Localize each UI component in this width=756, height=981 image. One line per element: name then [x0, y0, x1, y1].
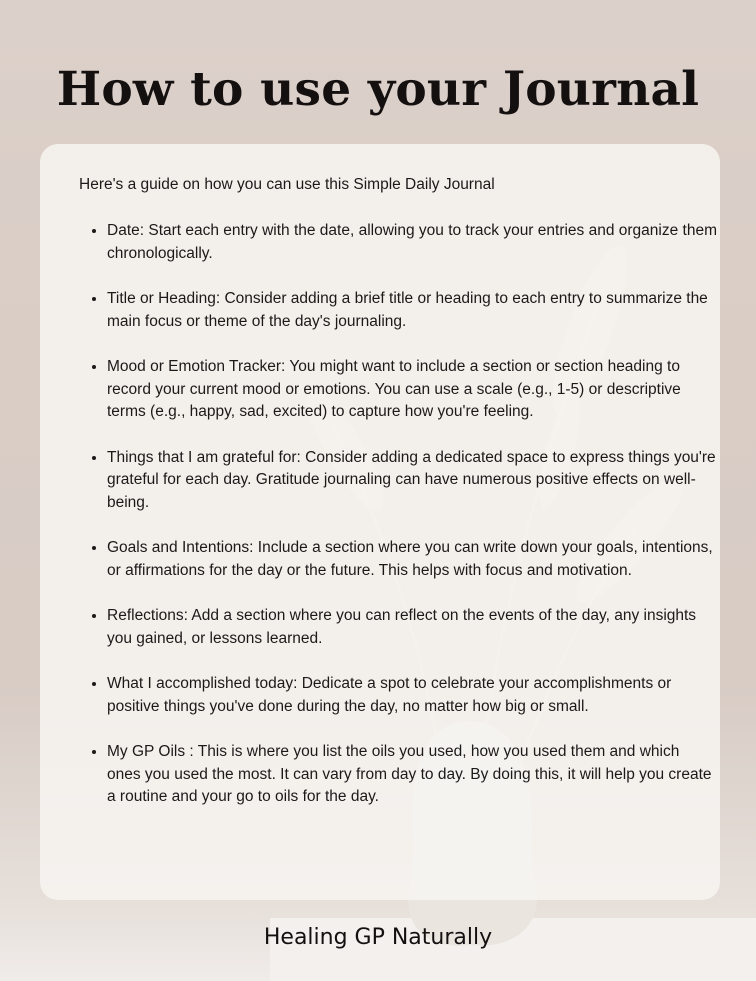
list-item-accomplished: • What I accomplished today: Dedicate a spot to celebrate your accomplishments or positive things you've done during the day, no matter how big or small.: [107, 672, 717, 718]
list-item-gp-oils: • My GP Oils : This is where you list the oils you used, how you used them and which ones you used the most. It can vary from day to day. By doing this, it will help you create a routine and your go to oils for the day.: [107, 740, 717, 809]
list-item-mood-tracker: • Mood or Emotion Tracker: You might want to include a section or section heading to record your current mood or emotions. You can use a scale (e.g., 1-5) or descriptive terms (e.g., happy, sad, excited) to capture how you're feeling.: [107, 355, 717, 424]
list-item-goals: • Goals and Intentions: Include a section where you can write down your goals, intentions, or affirmations for the day or the future. This helps with focus and motivation.: [107, 536, 717, 582]
page-title: How to use your Journal: [56, 62, 700, 117]
list-item-grateful: • Things that I am grateful for: Consider adding a dedicated space to express things you're grateful for each day. Gratitude journaling can have numerous positive effects on well-being.: [107, 446, 717, 515]
list-item-date: • Date: Start each entry with the date, allowing you to track your entries and organize them chronologically.: [107, 219, 717, 265]
list-item-reflections: • Reflections: Add a section where you can reflect on the events of the day, any insights you gained, or lessons learned.: [107, 604, 717, 650]
brand-footer: Healing GP Naturally: [263, 925, 493, 950]
list-item-title-heading: • Title or Heading: Consider adding a brief title or heading to each entry to summarize the main focus or theme of the day's journaling.: [107, 287, 717, 333]
guide-list: [79, 219, 717, 831]
intro-text: Here's a guide on how you can use this Simple Daily Journal: [79, 176, 495, 193]
